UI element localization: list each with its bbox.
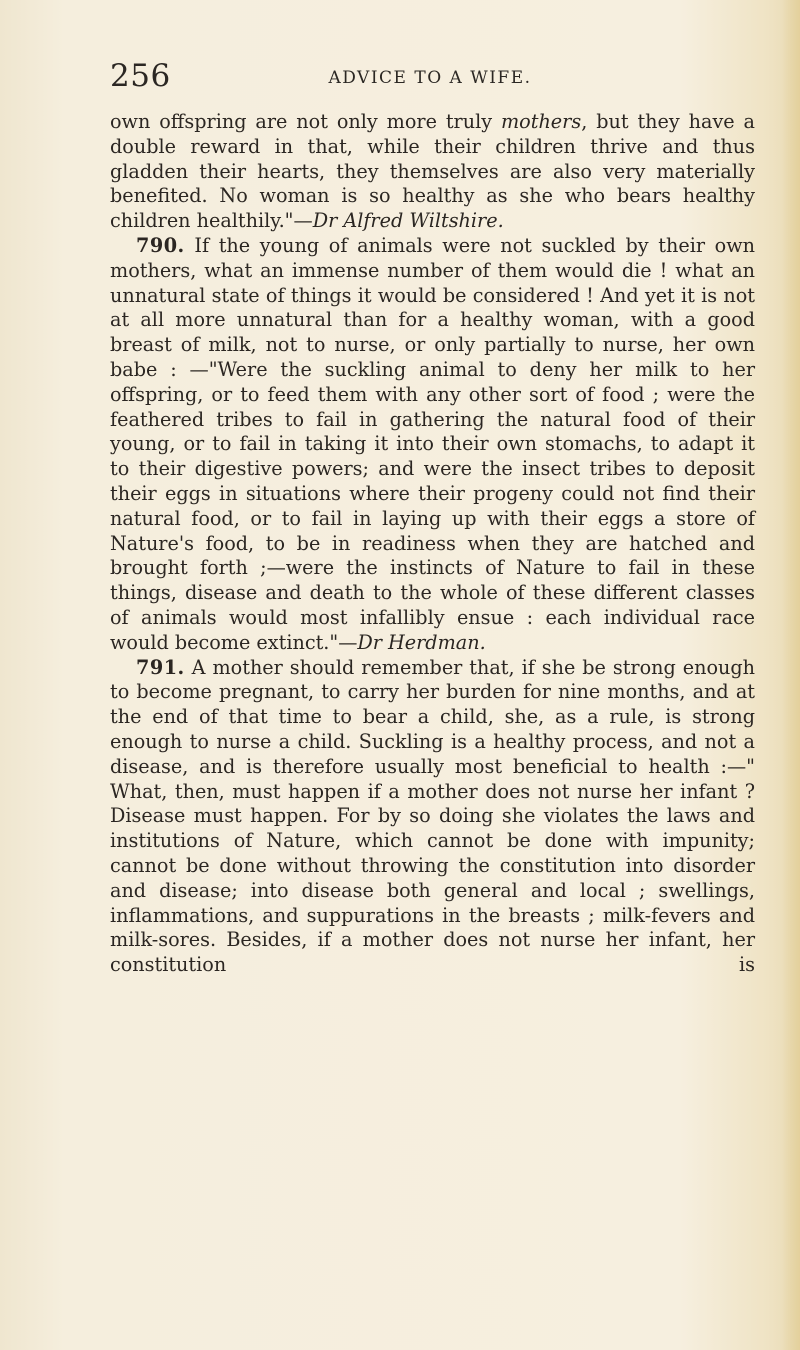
paragraph-number: 790. (136, 233, 185, 257)
citation-author: Dr Herdman. (357, 630, 486, 654)
emphasis-mothers: mothers (500, 110, 582, 133)
text-run: , but they have a double reward in that, while their children thrive and thus gladden their hearts, they themselves are also very materially benefited. No woman is so healthy as she who bears healthy children healthily."— (110, 110, 755, 233)
page-number: 256 (110, 58, 171, 94)
text-run: own offspring are not only more truly (110, 110, 501, 133)
paragraph-790 (110, 234, 755, 656)
paragraph-number: 791. (136, 655, 185, 679)
page-gutter-shadow (782, 0, 800, 1350)
page-header (110, 58, 750, 102)
citation-author: Dr Alfred Wiltshire. (312, 209, 504, 233)
body-text (110, 110, 755, 978)
paragraph-continuation (110, 110, 755, 234)
text-run: If the young of animals were not suckled by their own mothers, what an immense number of them would die ! what an unnatural state of things it would be considered ! And yet it is not at all more unnatural than for a healthy woman, with a good breast of milk, not to nurse, or only partially to nurse, her own babe : —"Were the suckling animal to deny her milk to her offspring, or to feed them with any other sort of food ; were the feathered tribes to fail in gathering the natural food of their young, or to fail in taking it into their own stomachs, to adapt it to their digestive powers; and were the insect tribes to deposit their eggs in situations where their progeny could not find their natural food, or to fail in laying up with their eggs a store of Nature's food, to be in readiness when they are hatched and brought forth ;—were the instincts of Nature to fail in these things, disease and death to the whole of these different classes of animals would most infallibly ensue : each individual race would become extinct."— (110, 233, 755, 654)
paragraph-791 (110, 656, 755, 978)
running-head: ADVICE TO A WIFE. (328, 68, 532, 88)
text-run: A mother should remember that, if she be strong enough to become pregnant, to carry her burden for nine months, and at the end of that time to bear a child, she, as a rule, is strong enough to nurse a child. Suckling is a healthy process, and not a disease, and is therefore usually most beneficial to health :—" What, then, must happen if a mother does not nurse her infant ? Disease must happen. For by so doing she violates the laws and institutions of Nature, which cannot be done with impunity; cannot be done without throwing the constitution into disorder and disease; into disease both general and local ; swellings, inflammations, and suppurations in the breasts ; milk-fevers and milk-sores. Besides, if a mother does not nurse her infant, her constitution is (110, 655, 755, 977)
